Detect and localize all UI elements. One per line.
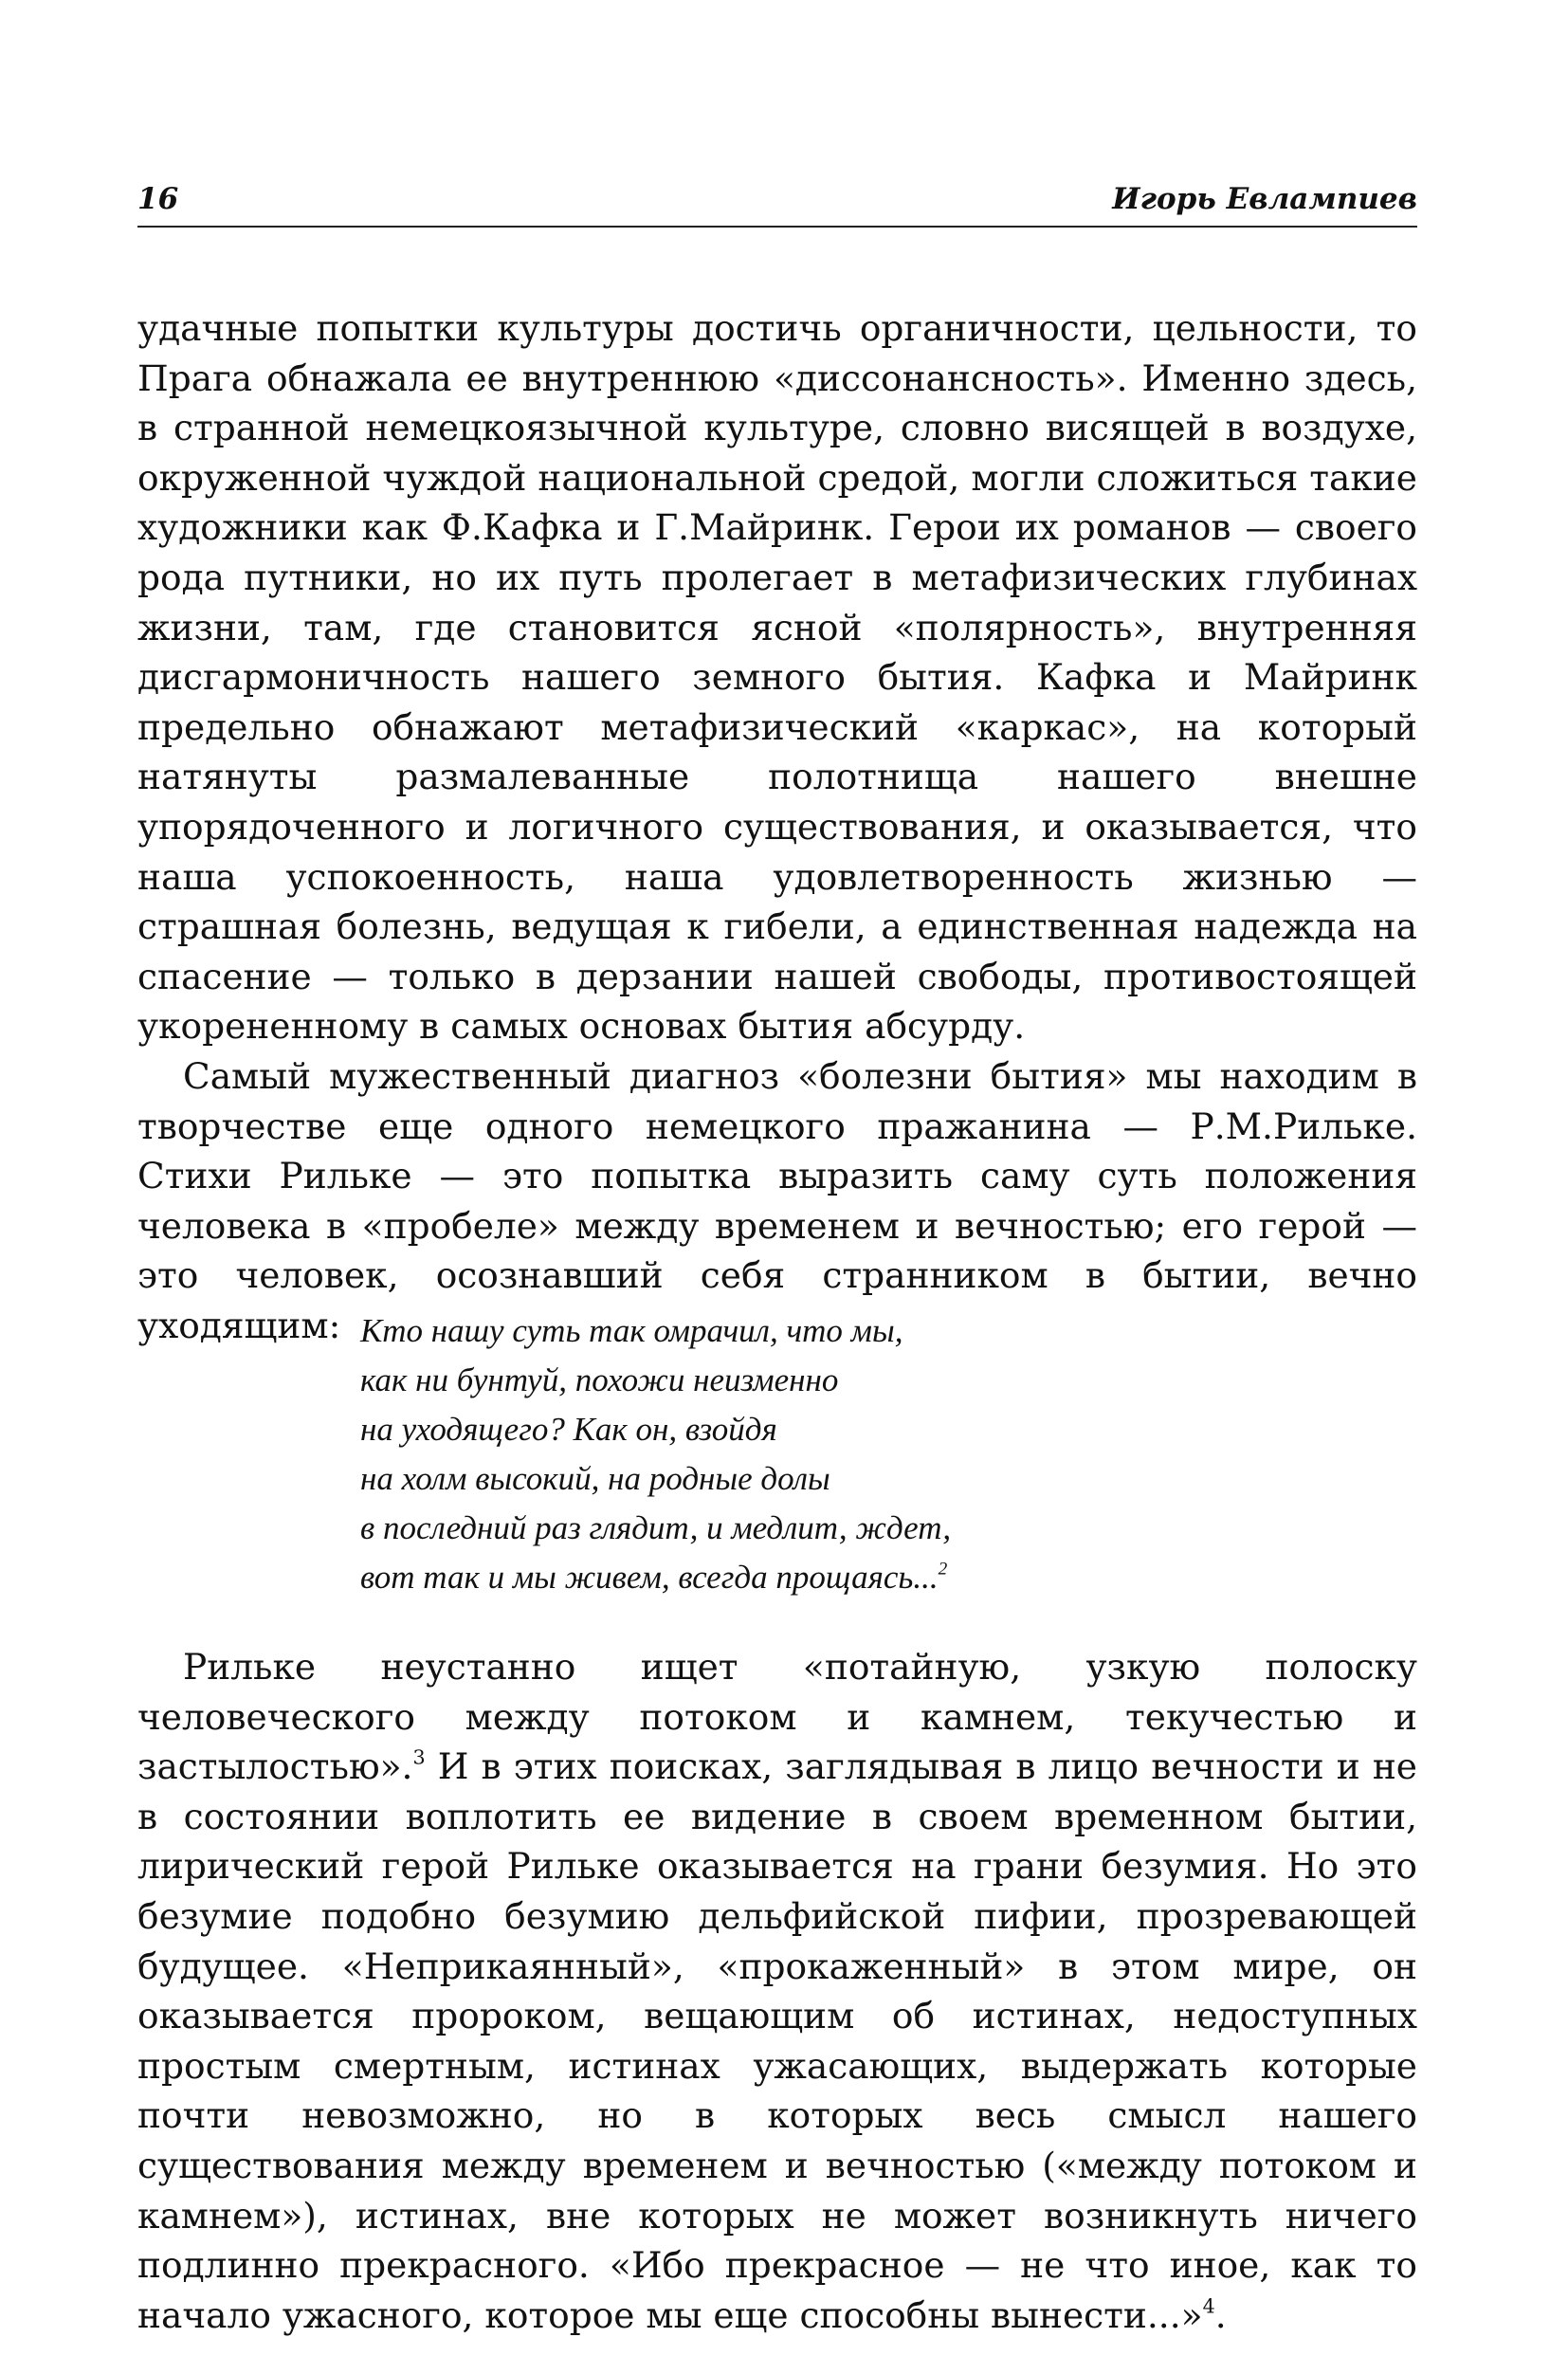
poem-line: Кто нашу суть так омрачил, что мы, bbox=[360, 1312, 903, 1349]
paragraph-3-part-b: И в этих поисках, заглядывая в лицо вечности и не в состоянии воплотить ее видение в своем временном бытии, лирический герой Рильке оказывается на грани безумия. Но это безумие подобно безумию дельфийской пифии, прозревающей будущее. «Неприкаянный», «прокаженный» в этом мире, он оказывается пророком, вещающим об истинах, недоступных простым смертным, истинах ужасающих, выдержать которые почти невозможно, но в которых весь смысл нашего существования между временем и вечностью («между потоком и камнем»), истинах, вне которых не может возникнуть ничего подлинно прекрасного. «Ибо прекрасное — не что иное, как то начало ужасного, которое мы еще способны вынести...» bbox=[137, 1745, 1417, 2336]
poem-quote bbox=[360, 1306, 1119, 1602]
footnote-mark-4: 4 bbox=[1202, 2294, 1215, 2318]
paragraph-3-part-c: . bbox=[1214, 2293, 1227, 2336]
poem-line-text: вот так и мы живем, всегда прощаясь... bbox=[360, 1559, 939, 1596]
paragraph-2: Самый мужественный диагноз «болезни бытия» мы находим в творчестве еще одного немецкого пражанина — Р.М.Рильке. Стихи Рильке — это попытка выразить саму суть положения человека в «пробеле» между временем и вечностью; его герой — это человек, осознавший себя странником в бытии, вечно уходящим: bbox=[137, 1054, 1417, 1346]
poem-line: как ни бунтуй, похожи неизменно bbox=[360, 1361, 839, 1398]
running-head-author: Игорь Евлампиев bbox=[1112, 182, 1417, 216]
poem-line-last bbox=[360, 1553, 1119, 1602]
body-text-lower bbox=[137, 1642, 1417, 2340]
body-text-upper bbox=[137, 303, 1417, 1350]
footnote-mark-2: 2 bbox=[938, 1559, 948, 1580]
paragraph-3-part-a: Рильке неустанно ищет «потайную, узкую полоску человеческого между потоком и камнем, текучестью и застылостью». bbox=[137, 1646, 1417, 1788]
page-header bbox=[137, 176, 1417, 228]
paragraph-3 bbox=[137, 1642, 1417, 2340]
poem-line: на холм высокий, на родные долы bbox=[360, 1460, 830, 1497]
footnote-mark-3: 3 bbox=[412, 1745, 426, 1769]
paragraph-1: удачные попытки культуры достичь органичности, цельности, то Прага обнажала ее внутреннюю «диссонансность». Именно здесь, в странной немецкоязычной культуре, словно висящей в воздухе, окруженной чуждой национальной средой, могли сложиться такие художники как Ф.Кафка и Г.Майринк. Герои их романов — своего рода путники, но их путь пролегает в метафизических глубинах жизни, там, где становится ясной «полярность», внутренняя дисгармоничность нашего земного бытия. Кафка и Майринк предельно обнажают метафизический «каркас», на который натянуты размалеванные полотнища нашего внешне упорядоченного и логичного существования, и оказывается, что наша успокоенность, наша удовлетворенность жизнью — страшная болезнь, ведущая к гибели, а единственная надежда на спасение — только в дерзании нашей свободы, противостоящей укорененному в самых основах бытия абсурду. bbox=[137, 307, 1417, 1048]
poem-line: в последний раз глядит, и медлит, ждет, bbox=[360, 1509, 952, 1546]
page-number: 16 bbox=[137, 182, 179, 216]
poem-line: на уходящего? Как он, взойдя bbox=[360, 1411, 777, 1448]
